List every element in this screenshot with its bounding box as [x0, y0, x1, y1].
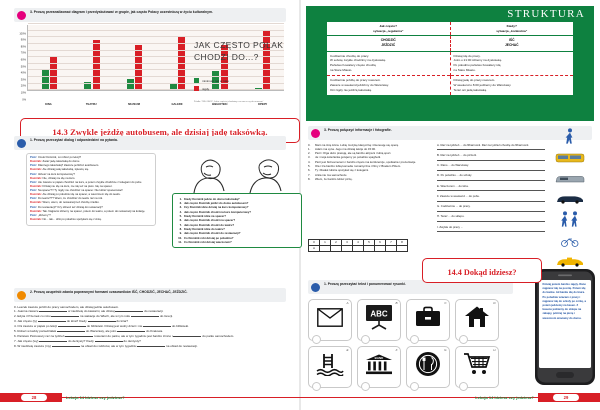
exercise-4-icon-cell[interactable] [308, 299, 352, 341]
fill-in-blank[interactable] [57, 331, 85, 332]
dialogue-text: Do restauracji? Czy idziesz też dzisiaj do restauracji? [37, 205, 103, 209]
answer-grid-cell[interactable] [342, 245, 353, 251]
chart-y-tick: 0% [22, 98, 26, 101]
person-walking-photo [550, 128, 590, 149]
exercise-3-instruction: 3. Proszę połączyć informacje i fotografie. [308, 126, 592, 140]
exercise-2 [14, 288, 286, 349]
chart-x-tick: TEATRU [85, 102, 97, 106]
struktura-col1-verbs: CHODZIĆ JEŹDZIĆ [327, 36, 451, 51]
exercise-4-instruction: 1. Proszę przeczytać tekst i ponumerować rysunki. [308, 280, 513, 294]
dialogue-speaker: Piotr: [30, 164, 38, 168]
exercise-3-answer-grid[interactable] [308, 239, 408, 252]
chart-bar-group [71, 25, 114, 90]
fill-in-blank[interactable] [143, 326, 171, 327]
pencil-icon [17, 291, 26, 300]
exercise-2-item: 8. W niedzielę zawsze (my) na obiad do rodziców, ale w tym tygodniu na obiad do restauracji. [14, 343, 198, 348]
book-icon [311, 283, 320, 292]
exercise-2-item: 0. Leszek zawsze jeździ do pracy samochodem, ale dzisiaj jedzie autobusem. [14, 304, 120, 309]
struktura-verbs-row [327, 36, 574, 51]
chart-x-tick: GALERII [171, 102, 183, 106]
exercise-2-items [14, 305, 286, 349]
item-text: Wiem, że bardzo lubisz pizzę. [315, 177, 353, 181]
bank-icon [365, 353, 393, 380]
question-text: Jak często Dominik chodzi na kurs komputerowy? [184, 209, 251, 214]
dialogue-speaker: Piotr: [30, 205, 38, 209]
question-text: Jak często Dominik chodzi do teatru? [184, 222, 235, 227]
fill-in-blank[interactable] [39, 341, 67, 342]
icon-number-circle[interactable] [361, 335, 370, 344]
icon-number-circle[interactable] [410, 335, 419, 344]
struktura-col2-header: Kiedy? sytuacja „konkretna” [450, 22, 574, 36]
right-page [300, 0, 600, 410]
dialogue-text: Dzisiaj nie idę na kurs, nie idę też na piwo. Idę na spacer. [42, 184, 113, 188]
struktura-r2-right [450, 76, 574, 96]
dialogue-speaker: Dominik: [30, 217, 43, 221]
struktura-line: Codziennie jeżdżę do pracy rowerem. [330, 78, 381, 82]
struktura-col2-verbs: IŚĆ JECHAĆ [450, 36, 574, 51]
exercise-3-right-item[interactable]: C. Rano ... do Warszawy. [437, 163, 545, 171]
item-number: 0. [308, 142, 311, 147]
exercise-2-item: 4. Oni zawsze w piątek po lekcji do biblioteki. Dzisiaj jest wolny dzień i nie do biblioteki. [14, 324, 189, 329]
left-footer [0, 393, 300, 402]
exercise-4-icon-grid [308, 299, 513, 388]
chart-legend [194, 78, 286, 91]
struktura-table [326, 21, 574, 96]
answer-grid-cell[interactable] [397, 245, 408, 251]
chart-x-tick: BIBLIOTEKI [212, 102, 228, 106]
dialogue-text: „Idziemy”? [37, 213, 51, 217]
dialogue-text: Nie, dzisiaj nie idę na kurs. [42, 176, 76, 180]
struktura-r2-left [327, 76, 451, 96]
item-number: 4. [308, 159, 311, 164]
dialogue-speaker: Dominik: [30, 201, 43, 205]
question-number: 8. [179, 226, 182, 231]
exercise-3-right-item[interactable]: G. Codziennie ... do pracy. [437, 204, 545, 212]
icon-number-circle[interactable] [410, 382, 419, 391]
section-title-14-3: 14.3 Zwykle jeżdżę autobusem, ale dzisiaj jadę taksówką. [20, 118, 300, 143]
struktura-line: Zawsze w weekend jeździmy do Warszawy. [330, 82, 389, 87]
icon-cell-label: B [395, 300, 398, 305]
item-text: Ola i Iza bardzo lubią komedie romantyczne i filmy z Bradem Pittem. [315, 164, 401, 169]
question-text: Kiedy Dominik idzie na spacer? [184, 213, 226, 218]
smartphone-illustration [534, 268, 596, 386]
answer-grid-cell[interactable] [320, 245, 331, 251]
exercise-3 [308, 126, 592, 252]
tram-photo [550, 151, 590, 169]
struktura-line: Teraz oni jadą taksówką. [453, 87, 487, 92]
chart-y-tick: 70% [20, 51, 26, 55]
exercise-4-icon-cell[interactable] [308, 346, 352, 388]
question-text: Czy Dominik idzie dzisiaj na kurs komputerowy? [184, 205, 249, 210]
dialogue-bubble [26, 153, 156, 226]
dialogue-speaker: Dominik: [30, 184, 43, 188]
chart-bar [50, 57, 57, 90]
item-number: 6. [308, 168, 311, 173]
fill-in-blank[interactable] [115, 311, 143, 312]
chart-y-tick: 40% [20, 71, 26, 75]
question-text: Jak często Dominik jeździ do domu autobusem? [184, 200, 249, 205]
chart-source: Źródło: TNS OBOP „Jakie częściej chodzimy: na mecz czy do muzeum” [194, 101, 264, 103]
chart-y-tick: 30% [20, 78, 26, 82]
fill-in-blank[interactable] [38, 321, 66, 322]
page-number-box: 28 [20, 393, 48, 402]
fill-in-blank[interactable] [39, 311, 67, 312]
dialogue-speaker: Piotr: [30, 172, 38, 176]
chart-x-tick: MUZEUM [128, 102, 140, 106]
question-number: 10. [178, 235, 182, 240]
exercise-3-right-item[interactable]: I. Zwykle do pracy ... [437, 225, 545, 233]
item-text: Ja i moja koleżanka gotujemy po południu spaghetti. [315, 155, 381, 160]
item-text: Piotr jest biznesmenem i bardzo często ma konferencje, spotkania i prezentacje. [315, 159, 417, 164]
blackboard-abc-icon [364, 304, 394, 335]
swimming-pool-icon [316, 352, 344, 381]
struktura-line: na Stare Miasto. [330, 68, 353, 73]
briefcase-icon [415, 306, 441, 333]
chart-y-tick: 90% [20, 38, 26, 42]
question-number: 6. [179, 218, 182, 223]
item-number: 7. [308, 172, 311, 177]
dialogue-text: Cześć Dominik, co robisz po lekcji? [37, 156, 82, 159]
struktura-title: STRUKTURA [507, 8, 585, 20]
dialogue-speaker: Dominik: [30, 160, 43, 164]
dialogue-speaker: Dominik: [30, 193, 43, 197]
exercise-4-icon-cell[interactable] [406, 346, 450, 388]
exercise-3-right-column [437, 143, 545, 235]
book-icon [17, 139, 26, 148]
answer-grid-header-cell: 4 [353, 239, 364, 245]
question-number: 4. [179, 209, 182, 214]
exercise-2-item: 6. Państwo Piotrowscy raz na tydzień rowerami do parku, ale w tym tygodniu jest bardzo zimno i do parku samochodem. [14, 334, 235, 339]
icon-cell-label: A [346, 300, 349, 305]
fill-in-blank[interactable] [52, 346, 80, 347]
dialogue-text: Do teatru??? Wiem, że chodzisz do teatru raz na rok. [37, 197, 103, 201]
exercise-1 [14, 136, 286, 244]
icon-number-circle[interactable] [361, 382, 370, 391]
answer-grid-cell[interactable] [364, 245, 375, 251]
item-text: Adam ma syna. Jego ma dzisiaj lekcje do 15:00. [315, 146, 376, 151]
dialogue-text: Wiem, wiem, do restauracji też chodzę rzadko. [42, 201, 100, 205]
svg-text:BANK: BANK [374, 356, 384, 360]
chart-y-axis [14, 25, 27, 103]
answer-grid-header-cell: 0 [309, 239, 320, 245]
struktura-r1-left [327, 51, 451, 76]
icon-cell-label: D [493, 300, 496, 305]
section-title-14-4: 14.4 Dokąd idziesz? [422, 258, 542, 283]
struktura-line: Dzisiaj jadę do pracy rowerem. [453, 78, 496, 82]
fill-in-blank[interactable] [88, 321, 116, 322]
dialogue-speaker: Dominik: [30, 168, 43, 172]
icon-number-circle[interactable] [312, 382, 321, 391]
chart-y-tick: 80% [20, 45, 26, 49]
chart-y-tick: 20% [20, 84, 26, 88]
dialogue-speaker: Piotr: [30, 213, 38, 217]
question-text: Kiedy Dominik jedzie do domu taksówką? [184, 196, 240, 201]
icon-cell-label: C [444, 300, 447, 305]
exercise-2-item: 7. Jak często (wy) do dentysty? Kiedy do dentysty? [14, 338, 141, 343]
speech-bubble-icon [311, 129, 320, 138]
icon-cell-label: E [346, 347, 349, 352]
dialogue-text: Tak. Najpierw idziemy na spacer, potem do teatru, a potem do restauracji na kolację. [42, 209, 146, 213]
fill-in-blank[interactable] [173, 336, 201, 337]
struktura-line: W weekend o 8:00 jedziemy do Warszawy. [453, 82, 512, 87]
answer-grid-header-cell: 3 [342, 239, 353, 245]
dialogue-text: No... tak... dziś po południu spotykam się z Anią. [42, 217, 102, 221]
struktura-line: W sobotę zwykle chodzimy na dyskotekę. [330, 58, 387, 63]
exercise-4-icon-cell[interactable] [357, 299, 401, 341]
exercise-3-photo-column [550, 128, 590, 274]
chart-side-panel [194, 39, 286, 105]
legend-swatch [194, 86, 199, 91]
legend-swatch [194, 78, 199, 83]
footer-label: Lekcja 14 Idziesz czy jedziesz? [66, 394, 125, 400]
chart-bar [127, 79, 134, 90]
answer-grid-cell[interactable] [386, 245, 397, 251]
exercise-3-right-item[interactable]: F. Zawsze w weekend ... do pubu. [437, 194, 545, 202]
question-text: Jak często Dominik chodzi do restauracji? [184, 231, 241, 236]
struktura-r1-right [450, 51, 574, 76]
chart-exercise [14, 8, 286, 106]
svg-text:ABC: ABC [370, 309, 388, 319]
dialogue-line [30, 218, 152, 222]
car-photo [550, 191, 590, 209]
right-footer [300, 393, 600, 402]
answer-grid-cell[interactable]: A [309, 245, 320, 251]
answer-grid-header-cell: 6 [375, 239, 386, 245]
chart-legend-item [194, 86, 286, 91]
answer-grid-header-cell: 7 [386, 239, 397, 245]
exercise-3-left-item [308, 177, 432, 181]
exercise-3-right-item[interactable]: H. Teraz ... do sklepu. [437, 214, 545, 222]
train-photo [550, 171, 590, 189]
struktura-line: Jutro o 21:00 idziemy na dyskotekę. [453, 58, 503, 63]
legend-label: nigdy [202, 86, 210, 91]
answer-grid-cell[interactable] [375, 245, 386, 251]
exercise-3-right-item[interactable]: A. Raz na tydzień ... do filharmonii. Raz na tydzień chodzę do filharmonii. [437, 143, 545, 151]
struktura-row-1 [327, 51, 574, 76]
question-number: 7. [179, 222, 182, 227]
question-number: 5. [179, 213, 182, 218]
exercise-2-item: 5. Robert w każdy poniedziałek do Warszawy, ale jutro do Krakowa. [14, 329, 164, 334]
exercise-2-item: 1. Joanna zawsze w niedzielę do kawiarni, ale dzisiaj do restauracji. [14, 309, 164, 314]
exercise-3-right-item[interactable]: B. Raz na tydzień ... do pizzerii. [437, 153, 545, 161]
chart-title: JAK CZĘSTO POLAK CHODZI DO...? [194, 39, 284, 63]
question-number: 2. [179, 200, 182, 205]
item-number: 1. [308, 146, 311, 151]
chart-x-tick: KINA [45, 102, 52, 106]
dialogue-text: Ale zawsze w piątek chodzisz na kurs, a potem zwykle chodzicie z kolegami do pubu. [37, 180, 143, 184]
question-number: 9. [179, 231, 182, 236]
dialogue-text: Idziesz na kurs komputerowy? [37, 172, 75, 176]
question-number: 3. [179, 205, 182, 210]
dialogue-speaker: Dominik: [30, 209, 43, 213]
exercise-4-icon-cell[interactable] [455, 346, 499, 388]
exercise-4-icon-cell[interactable] [357, 346, 401, 388]
dialogue-text: Na spacer?!! Ty nigdy nie chodzisz na spacer. Nie lubisz spacerować! [37, 189, 123, 192]
dialogue-wrapper [26, 153, 274, 244]
dialogue-text: Zaraz jadę taksówką do domu. [42, 160, 80, 164]
chart-y-tick: 100% [19, 32, 26, 35]
struktura-line: na Stare Miasto. [453, 68, 476, 73]
dialogue-questions-box [172, 193, 302, 249]
exercise-4 [308, 280, 513, 388]
item-text: Piotr i Olga dużo pracują, ale są bardzo aktywni i lubią sport. [315, 151, 392, 156]
dialogue-speaker: Piotr: [30, 180, 38, 184]
item-number: 3. [308, 155, 311, 160]
question-number: 1. [179, 196, 182, 201]
answer-grid-cell[interactable] [353, 245, 364, 251]
item-text: Mam na imię Anna. Lubię muzykę klasyczną i interesuję się operą. [315, 142, 399, 147]
phone-screen-text: Dzisiaj jestem bardzo zajęty. Rano najpierw idę na pocztę. Potem idę do banku. Ad banku idę do biura. Po południu wracam z pracy i najpierw idę do szkoły po córkę, a potem jedziemy na basen. Z basenu jedziemy do sklepu na zakupy, później na pizzę i wieczorem wracamy do domu. [542, 283, 587, 320]
chart-bar [42, 70, 49, 90]
page-number-box: 29 [552, 393, 580, 402]
dialogue-speaker: Piotr: [30, 197, 38, 201]
item-text: Anita nie ma samochodu. [315, 172, 348, 177]
dialogue-text: Dlaczego taksówką? Zawsze jeździsz autobusem. [37, 164, 100, 168]
dialogue-text: Ale dzisiaj po południu idę na spacer, a wieczorem idę do teatru. [42, 193, 121, 197]
fill-in-blank[interactable] [95, 341, 123, 342]
chart-bar-group [113, 25, 156, 90]
two-people-photo [550, 211, 590, 232]
item-text: Ty i Radek lubicie spotykać się z kolegami. [315, 168, 369, 173]
chart-y-tick: 50% [20, 65, 26, 68]
struktura-line: Codziennie chodzę do pracy. [330, 53, 370, 58]
footer-label: Lekcja 14 Idziesz czy jedziesz? [475, 394, 534, 400]
fill-in-blank[interactable] [58, 326, 86, 327]
exercise-2-item: 2. Edyta i Przemek co roku na wakacje do Włoch, ale w tym roku do Grecji. [14, 314, 173, 319]
struktura-line: Dzisiaj idę do pracy. [453, 53, 481, 58]
chart-exercise-instruction: 3. Proszę przeanalizować diagram i przedyskutować w grupie, jak często Polacy uczestniczą w życiu kulturalnym. [14, 8, 286, 22]
struktura-header-row [327, 22, 574, 36]
chart-x-tick: OPERY [257, 102, 268, 106]
exercise-3-left-column [308, 143, 432, 235]
fill-in-blank[interactable] [131, 316, 159, 317]
icon-number-circle[interactable] [312, 335, 321, 344]
fill-in-blank[interactable] [117, 331, 145, 332]
answer-grid-row [309, 245, 408, 251]
exercise-4-icon-cell[interactable] [406, 299, 450, 341]
question-number: 11. [178, 239, 182, 244]
illustration-two-people [176, 155, 300, 193]
chart-bar-group [28, 25, 71, 90]
dialogue-speaker: Piotr: [30, 189, 38, 192]
struktura-line: Po południu państwo Kowalscy idą [453, 63, 501, 68]
speech-bubble-icon [17, 11, 26, 20]
struktura-line: Oni nigdy nie jeżdżą taksówką. [330, 87, 372, 92]
restaurant-plate-icon [415, 351, 441, 382]
icon-cell-label: H [493, 347, 496, 352]
fill-in-blank[interactable] [137, 346, 165, 347]
chart-bar-group [156, 25, 199, 90]
icon-cell-label: G [444, 347, 447, 352]
exercise-2-instruction: 2. Proszę uzupełnić zdania poprawnymi formami czasowników IŚĆ, CHODZIĆ, JECHAĆ, JEŹDZIĆ. [14, 288, 286, 302]
chart-legend-item [194, 78, 286, 83]
dialogue-speaker: Dominik: [30, 176, 43, 180]
struktura-panel [306, 6, 594, 121]
item-number: 8. [308, 177, 311, 181]
fill-in-blank[interactable] [65, 336, 93, 337]
envelope-icon [317, 308, 343, 332]
bar-chart [14, 25, 286, 103]
answer-grid-header-cell: 5 [364, 239, 375, 245]
icon-number-circle[interactable] [459, 335, 468, 344]
bicycle-photo [550, 234, 590, 252]
icon-number-circle[interactable] [459, 382, 468, 391]
struktura-line: Państwo Kowalscy często chodzą [330, 63, 376, 68]
exercise-2-item: 3. Jak często (ty) do kina? Kiedy do kina? [14, 319, 128, 324]
dialogue-text: Ale dzisiaj jadę taksówką, śpieszę się. [42, 168, 89, 172]
dialogue-question [176, 240, 298, 244]
question-text: Co Dominik robi dzisiaj wieczorem? [184, 239, 232, 244]
icon-cell-label: F [395, 347, 398, 352]
item-number: 5. [308, 164, 311, 169]
exercise-3-right-item[interactable]: D. Po południu ... do szkoły. [437, 173, 545, 181]
exercise-4-icon-cell[interactable] [455, 299, 499, 341]
struktura-row-2 [327, 76, 574, 96]
dialogue-speaker: Piotr: [30, 156, 38, 159]
struktura-col1-header: Jak często? sytuacja „regularna” [373, 24, 404, 33]
question-text: Co Dominik robi dzisiaj po południu? [184, 235, 234, 240]
exercise-1-instruction: 1. Proszę przeczytać dialog i odpowiedzieć na pytania. [14, 136, 286, 150]
item-number: 2. [308, 151, 311, 156]
answer-grid-header-cell: 2 [331, 239, 342, 245]
exercise-3-right-item[interactable]: E. Wieczorem ... do kina. [437, 184, 545, 192]
answer-grid-header-cell: 8 [397, 239, 408, 245]
chart-y-tick: 60% [20, 58, 26, 62]
answer-grid-cell[interactable] [331, 245, 342, 251]
shopping-cart-icon [463, 352, 491, 381]
house-icon [464, 305, 490, 334]
chart-y-tick: 10% [20, 91, 26, 95]
legend-label: minimum raz w roku [202, 78, 229, 83]
question-text: Kiedy Dominik idzie do teatru? [184, 226, 225, 231]
question-text: Jak często Dominik chodzi na spacer? [184, 218, 236, 223]
answer-grid-header-cell: 1 [320, 239, 331, 245]
fill-in-blank[interactable] [51, 316, 79, 317]
